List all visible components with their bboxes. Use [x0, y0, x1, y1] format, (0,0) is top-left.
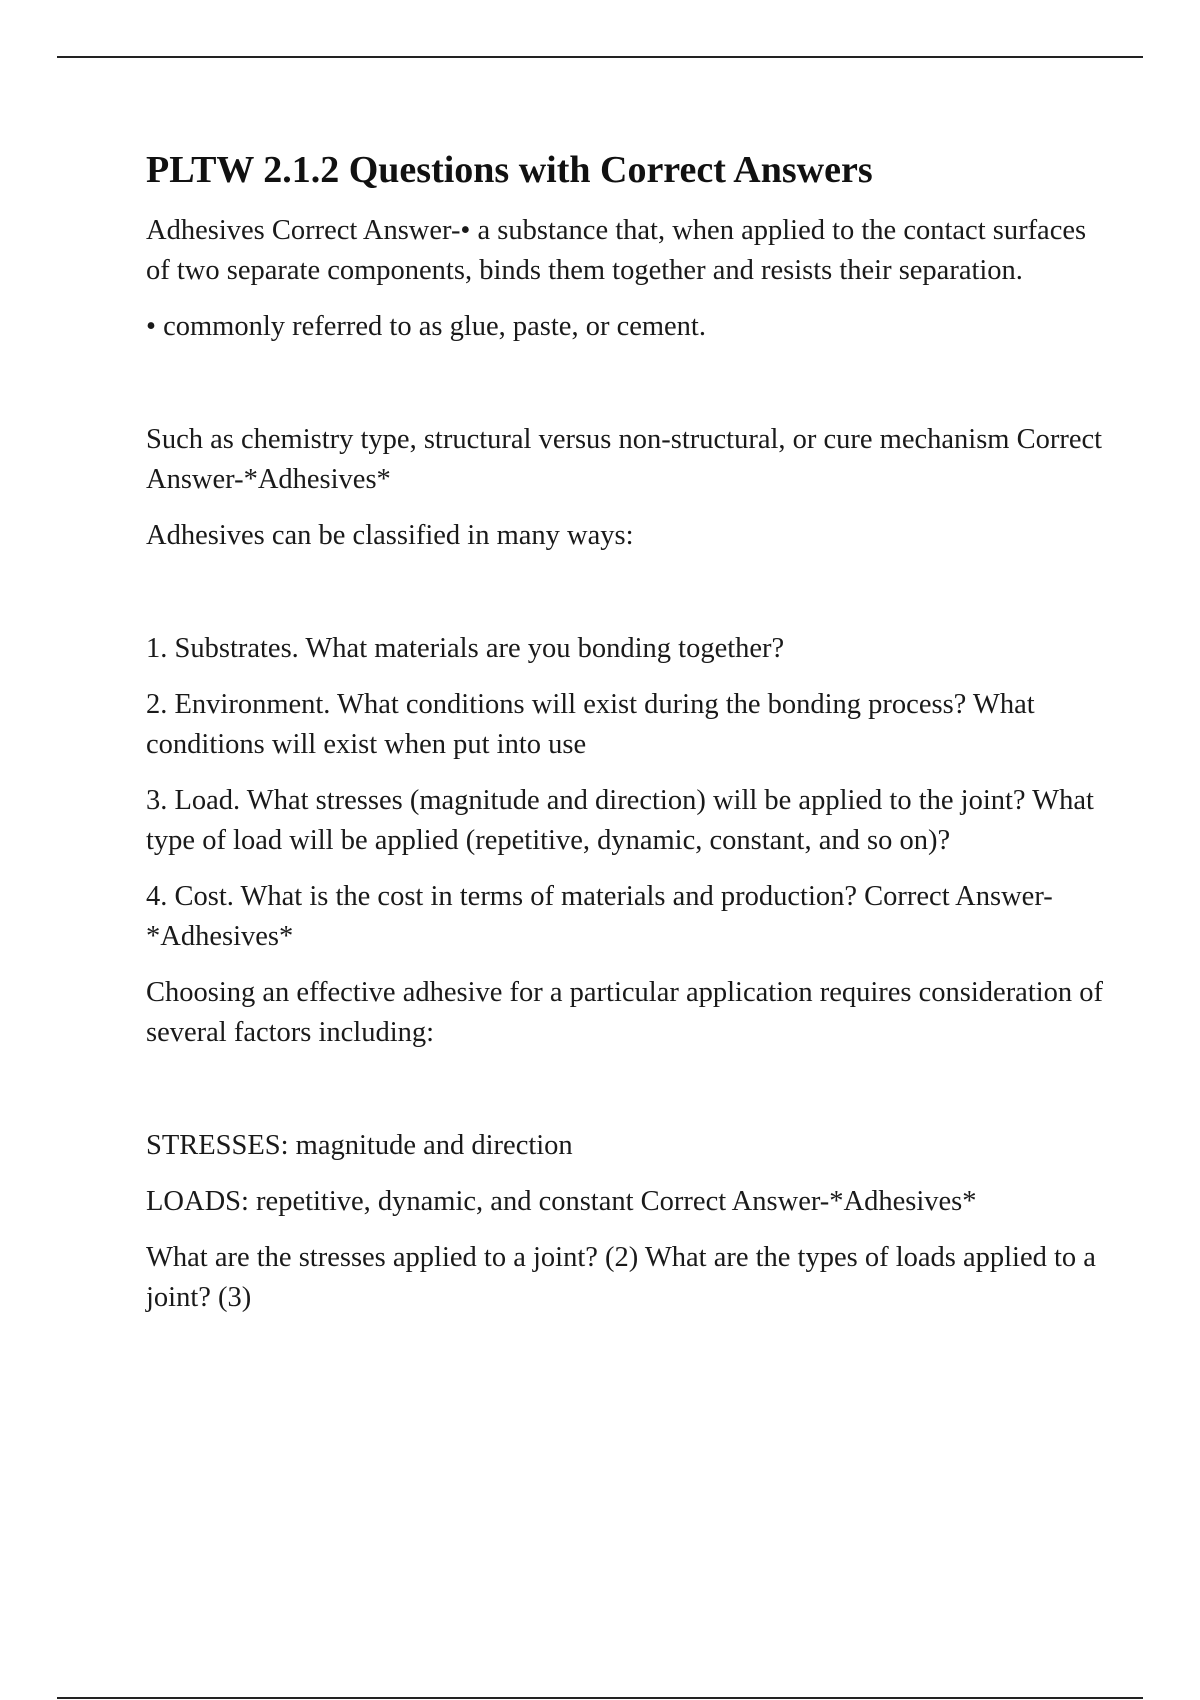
- list-item-load: 3. Load. What stresses (magnitude and direction) will be applied to the joint? What type of load will be applied (repetitive, dynamic, constant, and so on)?: [146, 785, 1094, 856]
- blank-line: [146, 1069, 1106, 1126]
- list-item-cost: 4. Cost. What is the cost in terms of materials and production? Correct Answer-*Adhesives*: [146, 881, 1053, 952]
- list-item-substrates: 1. Substrates. What materials are you bonding together?: [146, 633, 785, 664]
- paragraph-joint-question: What are the stresses applied to a joint? (2) What are the types of loads applied to a joint? (3): [146, 1242, 1096, 1313]
- document-title: PLTW 2.1.2 Questions with Correct Answers: [146, 149, 873, 191]
- paragraph-adhesives-definition: Adhesives Correct Answer-• a substance that, when applied to the contact surfaces of two separate components, binds them together and resists their separation.: [146, 215, 1087, 286]
- paragraph-stresses: STRESSES: magnitude and direction: [146, 1130, 573, 1161]
- paragraph-adhesives-common-names: • commonly referred to as glue, paste, or cement.: [146, 311, 706, 342]
- paragraph-loads: LOADS: repetitive, dynamic, and constant Correct Answer-*Adhesives*: [146, 1186, 977, 1217]
- header-rule: [57, 56, 1143, 58]
- paragraph-classification-question: Such as chemistry type, structural versus non-structural, or cure mechanism Correct Answer-*Adhesives*: [146, 424, 1103, 495]
- blank-line: [146, 572, 1106, 629]
- list-item-environment: 2. Environment. What conditions will exist during the bonding process? What conditions will exist when put into use: [146, 689, 1035, 760]
- paragraph-factors-answer: Choosing an effective adhesive for a particular application requires consideration of several factors including:: [146, 977, 1104, 1048]
- footer-rule: [57, 1697, 1143, 1699]
- paragraph-classification-answer: Adhesives can be classified in many ways:: [146, 520, 634, 551]
- document-body: [146, 146, 1106, 1334]
- blank-line: [146, 363, 1106, 420]
